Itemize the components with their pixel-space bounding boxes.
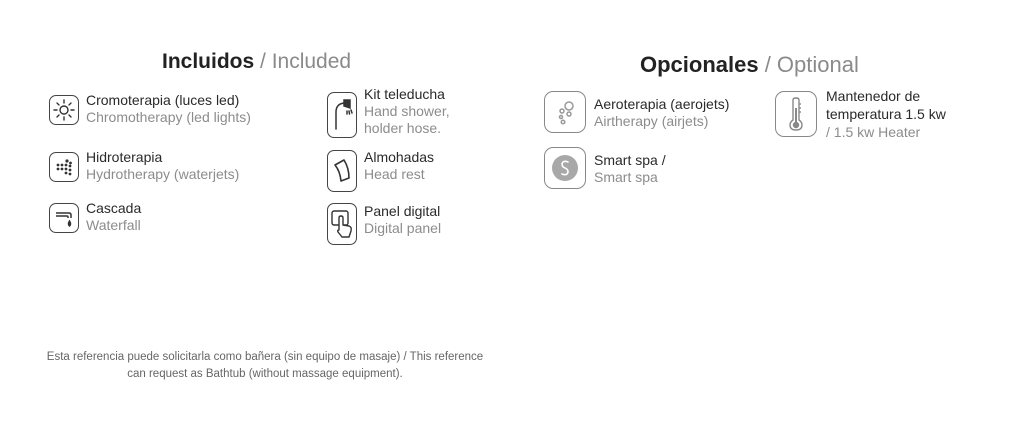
- feature-label: Aeroterapia (aerojets): [594, 96, 730, 112]
- feature-airtherapy: [544, 91, 729, 133]
- feature-sublabel: Hand shower,: [364, 103, 450, 119]
- feature-label: Smart spa /: [594, 152, 666, 168]
- optional-title-main: Opcionales: [640, 52, 759, 77]
- touch-panel-icon: [327, 203, 357, 245]
- feature-smart-spa: [544, 147, 666, 189]
- feature-label-2: temperatura 1.5 kw: [826, 106, 946, 122]
- feature-sublabel: Waterfall: [86, 217, 141, 233]
- feature-hand-shower: [327, 86, 450, 138]
- feature-label: Hidroterapia: [86, 149, 163, 165]
- feature-label: Almohadas: [364, 149, 435, 165]
- feature-label: Kit teleducha: [364, 86, 445, 102]
- waterjets-icon: [49, 152, 79, 182]
- feature-sublabel: Airtherapy (airjets): [594, 113, 709, 129]
- feature-label: Panel digital: [364, 203, 441, 219]
- feature-chromotherapy: [49, 92, 251, 126]
- feature-label: Cromoterapia (luces led): [86, 92, 240, 108]
- optional-title-sub: / Optional: [758, 52, 859, 77]
- feature-sublabel-2: holder hose.: [364, 120, 442, 136]
- included-title: [162, 50, 351, 74]
- feature-hydrotherapy: [49, 149, 239, 183]
- feature-sublabel: Digital panel: [364, 220, 442, 236]
- feature-sublabel: Smart spa: [594, 169, 658, 185]
- hand-shower-icon: [327, 92, 357, 138]
- feature-heater: [775, 87, 946, 141]
- feature-sublabel: / 1.5 kw Heater: [826, 124, 921, 140]
- sun-icon: [49, 95, 79, 125]
- bubbles-icon: [544, 91, 586, 133]
- smart-spa-icon: [544, 147, 586, 189]
- feature-label: Mantenedor de: [826, 88, 921, 104]
- optional-title: [640, 52, 859, 78]
- included-title-main: Incluidos: [162, 50, 255, 73]
- feature-head-rest: [327, 149, 434, 192]
- pillow-icon: [327, 150, 357, 192]
- feature-sublabel: Chromotherapy (led lights): [86, 109, 251, 125]
- feature-sublabel: Head rest: [364, 166, 425, 182]
- waterfall-icon: [49, 203, 79, 233]
- feature-sublabel: Hydrotherapy (waterjets): [86, 166, 240, 182]
- feature-digital-panel: [327, 203, 441, 245]
- feature-label: Cascada: [86, 200, 142, 216]
- thermometer-icon: [775, 91, 817, 137]
- bathtub-note: Esta referencia puede solicitarla como bañera (sin equipo de masaje) / This reference can request as Bathtub (without massage equipment).: [46, 351, 484, 380]
- feature-waterfall: [49, 200, 141, 234]
- included-title-sub: / Included: [254, 50, 352, 73]
